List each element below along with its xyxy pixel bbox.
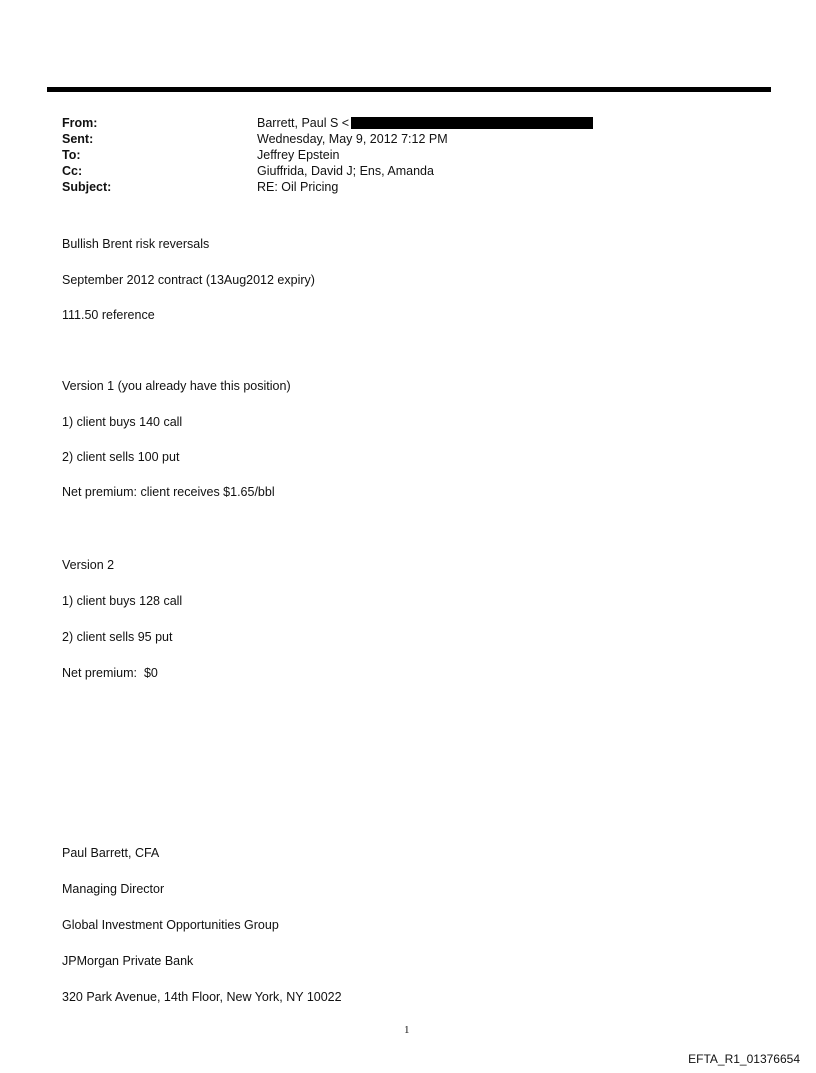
body-line: 1) client buys 140 call (62, 415, 183, 429)
body-line: 111.50 reference (62, 308, 155, 322)
cc-label: Cc: (62, 164, 83, 178)
subject-label: Subject: (62, 180, 112, 194)
signature-line: JPMorgan Private Bank (62, 954, 194, 968)
body-line: 2) client sells 100 put (62, 450, 180, 464)
body-line: 1) client buys 128 call (62, 594, 183, 608)
signature-line: Paul Barrett, CFA (62, 846, 160, 860)
header-rule (47, 87, 771, 92)
document-id: EFTA_R1_01376654 (688, 1052, 800, 1066)
signature-line: Global Investment Opportunities Group (62, 918, 279, 932)
body-line: Bullish Brent risk reversals (62, 237, 210, 251)
sent-label: Sent: (62, 132, 94, 146)
body-line: Version 2 (62, 558, 115, 572)
signature-line: 320 Park Avenue, 14th Floor, New York, NY 10022 (62, 990, 342, 1004)
body-line: 2) client sells 95 put (62, 630, 173, 644)
body-line: September 2012 contract (13Aug2012 expiry) (62, 273, 315, 287)
to-value: Jeffrey Epstein (257, 148, 340, 162)
to-label: To: (62, 148, 81, 162)
body-line: Net premium: $0 (62, 666, 158, 680)
redaction-box (351, 117, 593, 129)
cc-value: Giuffrida, David J; Ens, Amanda (257, 164, 434, 178)
sent-value: Wednesday, May 9, 2012 7:12 PM (257, 132, 448, 146)
from-value (257, 115, 593, 131)
page-number: 1 (404, 1024, 410, 1036)
subject-value: RE: Oil Pricing (257, 180, 339, 194)
body-line: Version 1 (you already have this position) (62, 379, 291, 393)
from-name: Barrett, Paul S < (257, 116, 350, 130)
from-label: From: (62, 116, 98, 130)
body-line: Net premium: client receives $1.65/bbl (62, 485, 275, 499)
signature-line: Managing Director (62, 882, 165, 896)
